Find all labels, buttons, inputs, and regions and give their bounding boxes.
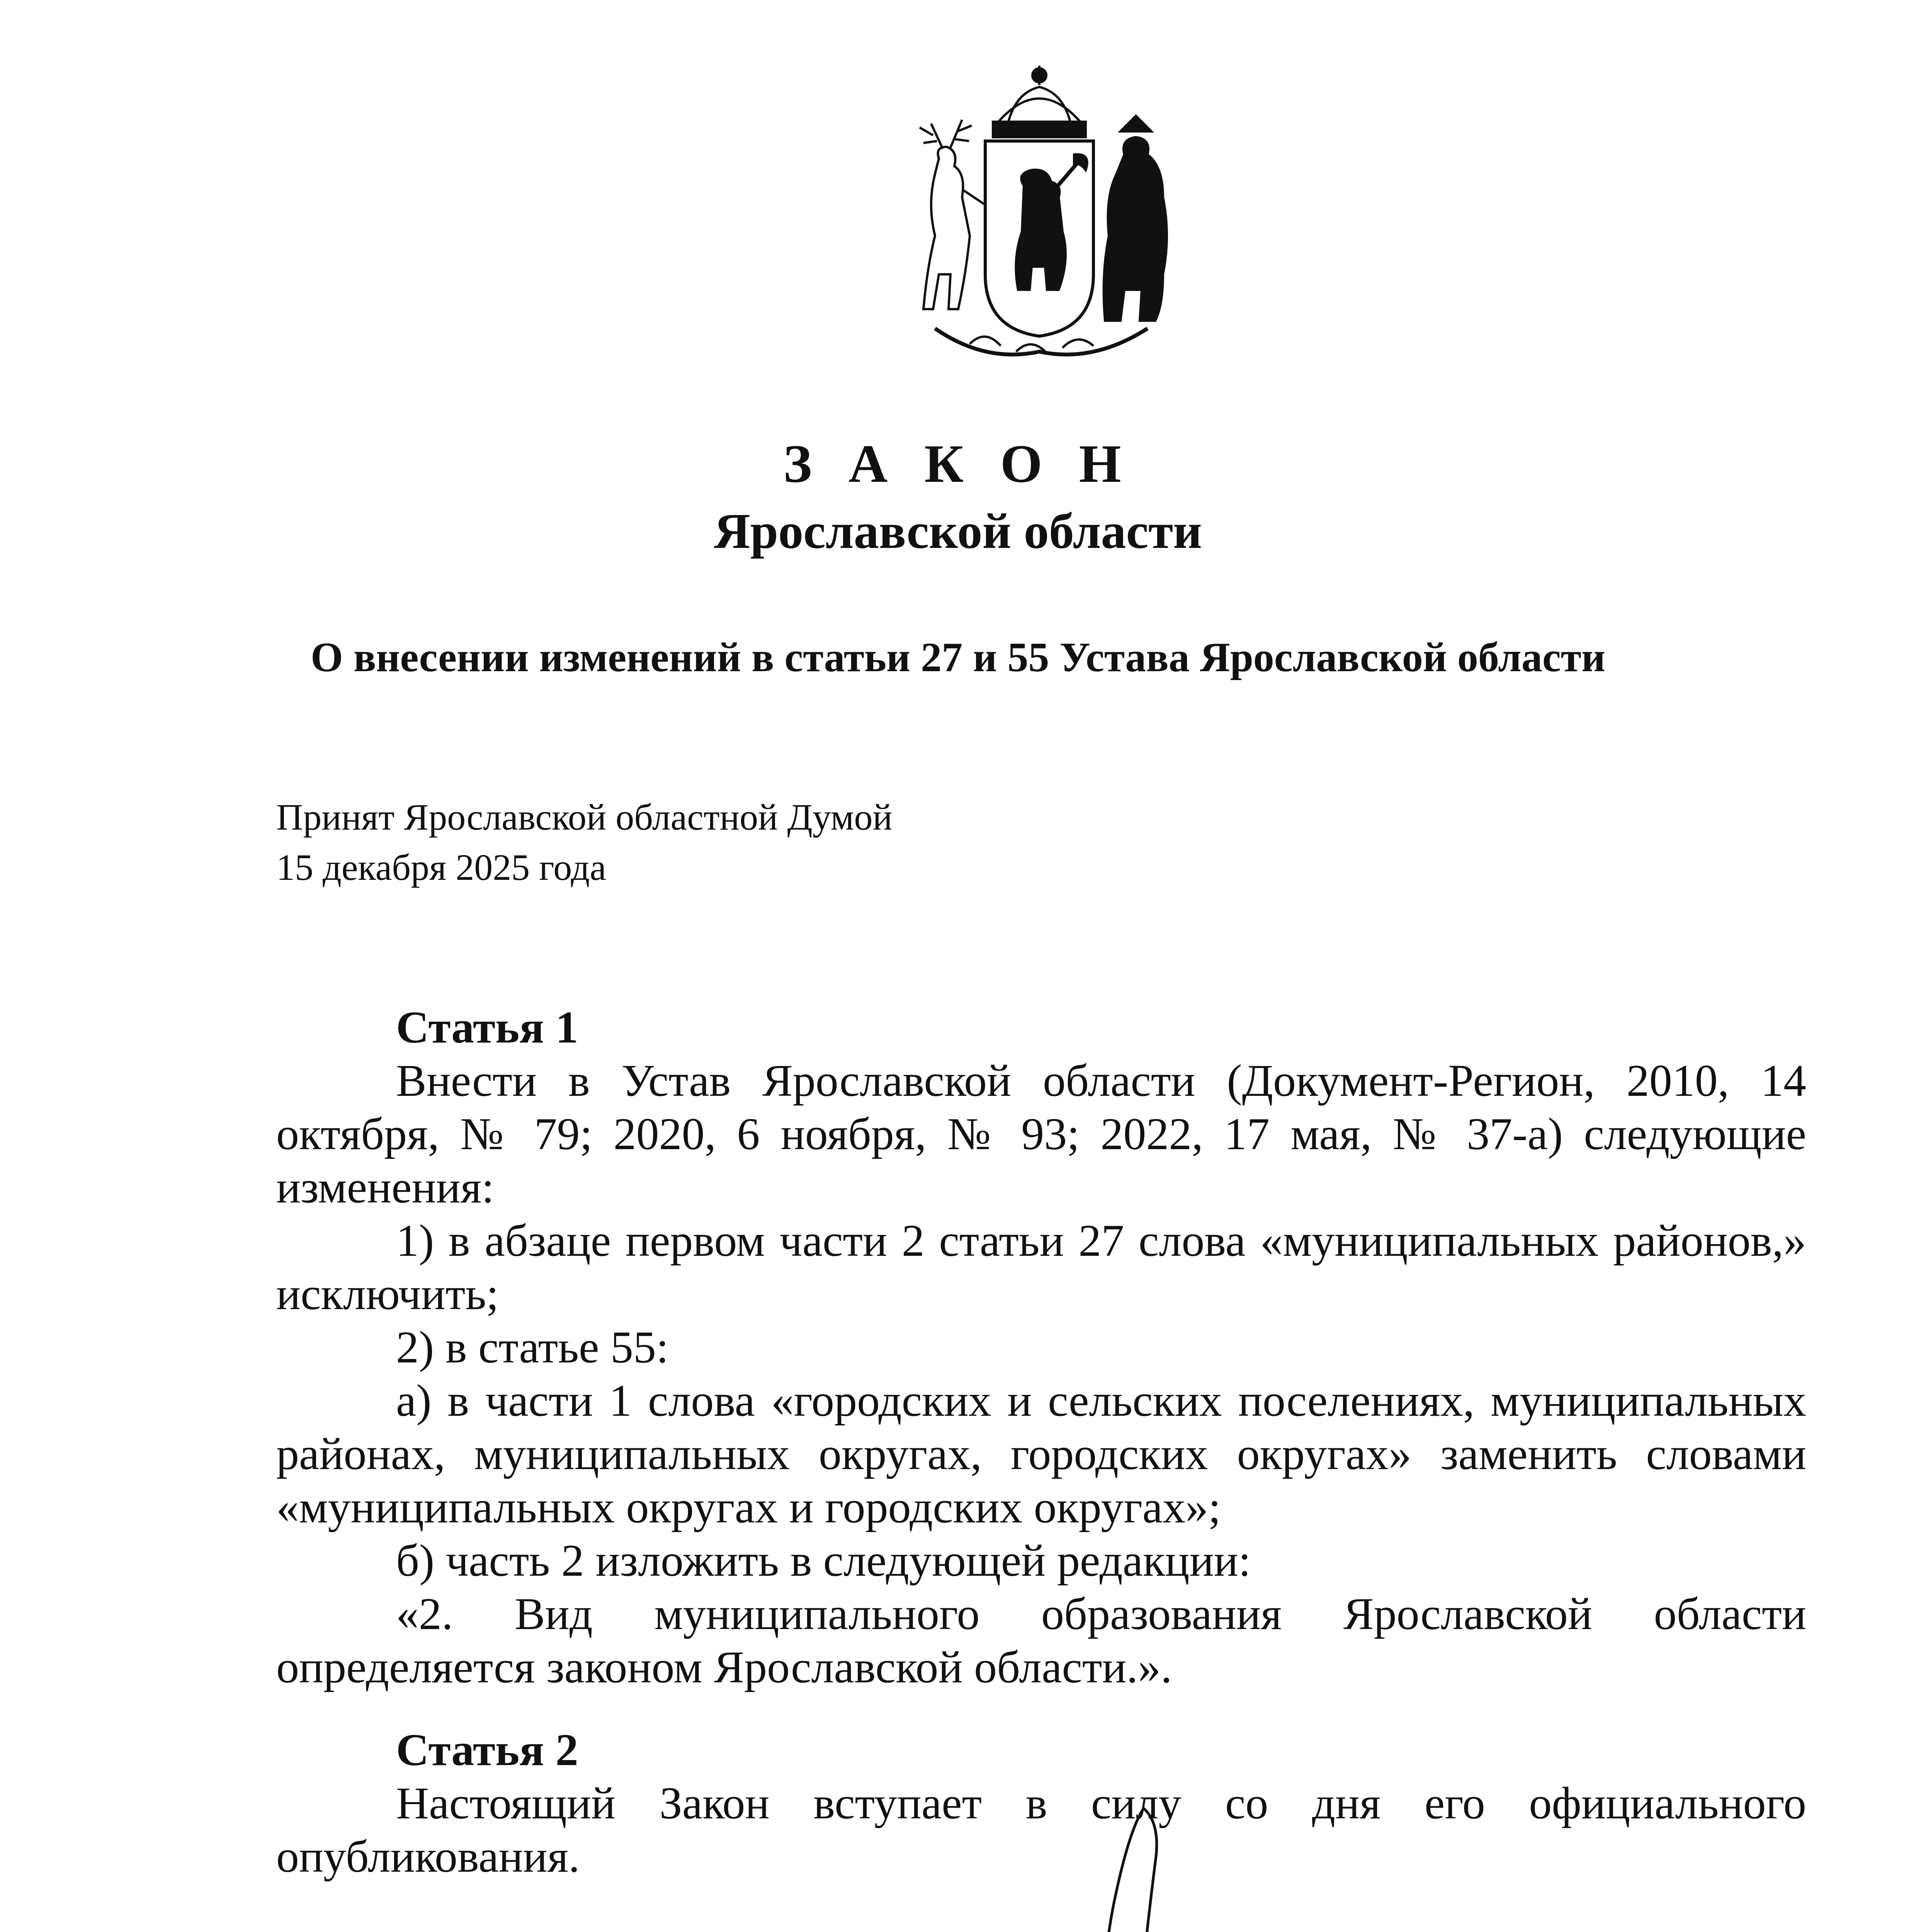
article-1-paragraph: 2) в статье 55: bbox=[396, 1322, 669, 1372]
handwritten-signature-icon bbox=[1012, 1785, 1708, 1932]
article-1-paragraph: 1) в абзаце первом части 2 статьи 27 слова «муниципальных районов,» исключить; bbox=[276, 1215, 1806, 1319]
law-region: Ярославской области bbox=[714, 503, 1202, 559]
law-subject: О внесении изменений в статьи 27 и 55 Устава Ярославской области bbox=[310, 634, 1606, 680]
yaroslavl-coat-of-arms-icon bbox=[869, 58, 1209, 383]
article-2-paragraph: Настоящий Закон вступает в силу со дня его официального опубликования. bbox=[276, 1778, 1806, 1882]
article-1 bbox=[276, 1001, 1806, 1694]
article-1-paragraph: Внести в Устав Ярославской области (Документ-Регион, 2010, 14 октября, № 79; 2020, 6 ноября, № 93; 2022, 17 мая, № 37-а) следующие изменения: bbox=[276, 1055, 1806, 1213]
article-1-heading: Статья 1 bbox=[396, 1002, 578, 1053]
adoption-note bbox=[276, 792, 893, 893]
article-2-heading: Статья 2 bbox=[396, 1725, 578, 1775]
adoption-line-1: Принят Ярославской областной Думой bbox=[276, 796, 893, 838]
article-1-paragraph: «2. Вид муниципального образования Ярославской области определяется законом Ярославской области.». bbox=[276, 1588, 1806, 1692]
law-title: З А К О Н bbox=[783, 434, 1133, 494]
article-1-paragraph: а) в части 1 слова «городских и сельских поселениях, муниципальных районах, муниципальных округах, городских округах» заменить словами «муниципальных округах и городских округах»; bbox=[276, 1375, 1806, 1532]
article-1-paragraph: б) часть 2 изложить в следующей редакции: bbox=[396, 1535, 1251, 1586]
adoption-line-2: 15 декабря 2025 года bbox=[276, 847, 606, 888]
